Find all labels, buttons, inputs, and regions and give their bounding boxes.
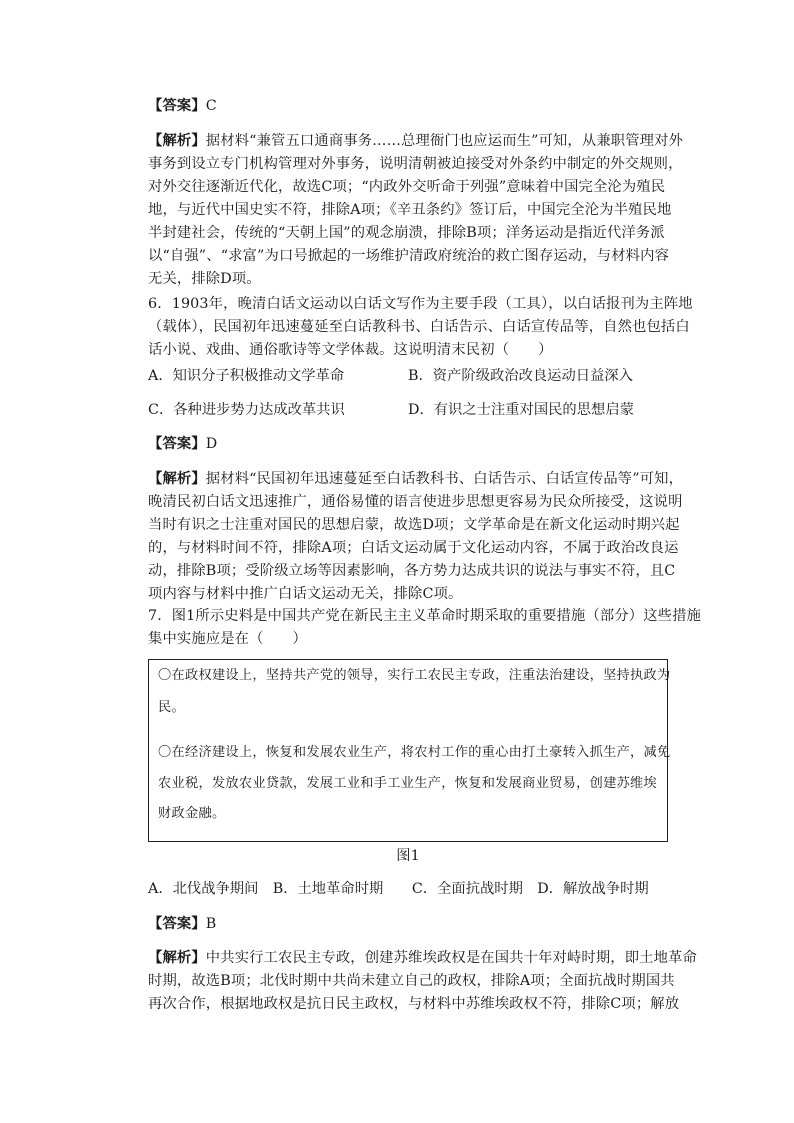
- q6-analysis-line: 动，排除B项；受阶级立场等因素影响，各方势力达成共识的说法与事实不符，且C: [148, 563, 676, 579]
- q6-analysis-line: 【解析】据材料“民国初年迅速蔓延至白话教科书、白话告示、白话宣传品等”可知，: [148, 471, 684, 487]
- q6-option-d: D．有识之士注重对国民的思想启蒙: [408, 402, 634, 418]
- q6-option-b: B．资产阶级政治改良运动日益深入: [408, 368, 633, 384]
- answer-value: D: [205, 436, 218, 452]
- answer-value: C: [205, 98, 217, 114]
- box-line: 财政金融。: [158, 806, 226, 821]
- q5-analysis-line: 对外交往逐渐近代化，故选C项；“内政外交听命于列强”意味着中国完全沦为殖民: [148, 179, 666, 195]
- box-line: 农业税，发放农业贷款，发展工业和手工业生产，恢复和发展商业贸易，创建苏维埃: [158, 776, 658, 791]
- answer-tag: 【答案】: [148, 916, 206, 932]
- figure-1-box: [148, 659, 671, 842]
- q7-analysis-line: 【解析】中共实行工农民主专政，创建苏维埃政权是在国共十年对峙时期，即土地革命: [148, 950, 697, 966]
- q7-options: A．北伐战争期间 B．土地革命时期 C．全面抗战时期 D．解放战争时期: [148, 881, 649, 897]
- q7-stem-line: 7．图1所示史料是中国共产党在新民主主义革命时期采取的重要措施（部分）这些措施: [148, 608, 702, 624]
- q6-option-a: A．知识分子积极推动文学革命: [148, 368, 345, 384]
- q5-analysis-line: 事务到设立专门机构管理对外事务，说明清朝被迫接受对外条约中制定的外交规则，: [148, 156, 683, 172]
- q6-answer: [148, 434, 217, 454]
- analysis-tag: 【解析】: [148, 950, 206, 966]
- answer-value: B: [205, 916, 217, 932]
- box-line: 〇在经济建设上，恢复和发展农业生产，将农村工作的重心由打土豪转入抓生产，减免: [158, 745, 671, 760]
- q6-analysis-line: 的，与材料时间不符，排除A项；白话文运动属于文化运动内容，不属于政治改良运: [148, 540, 679, 556]
- q6-stem-line: （载体），民国初年迅速蔓延至白话教科书、白话告示、白话宣传品等，自然也包括白: [148, 319, 690, 335]
- q7-analysis-line: 再次合作，根据地政权是抗日民主政权，与材料中苏维埃政权不符，排除C项；解放: [148, 996, 680, 1012]
- q7-analysis-line: 时期，故选B项；北伐时期中共尚未建立自己的政权，排除A项；全面抗战时期国共: [148, 973, 675, 989]
- q6-option-c: C．各种进步势力达成改革共识: [148, 402, 345, 418]
- answer-tag: 【答案】: [148, 436, 206, 452]
- analysis-tag: 【解析】: [148, 471, 206, 487]
- q6-analysis-line: 项内容与材料中推广白话文运动无关，排除C项。: [148, 586, 463, 602]
- q5-analysis-line: 【解析】据材料“兼管五口通商事务……总理衙门也应运而生”可知，从兼职管理对外: [148, 133, 684, 149]
- analysis-tag: 【解析】: [148, 133, 206, 149]
- q6-analysis-line: 晚清民初白话文迅速推广，通俗易懂的语言使进步思想更容易为民众所接受，这说明: [148, 494, 683, 510]
- answer-tag: 【答案】: [148, 98, 206, 114]
- box-line: 〇在政权建设上，坚持共产党的领导，实行工农民主专政，注重法治建设，坚持执政为: [158, 668, 671, 683]
- q6-stem-line: 6．1903年，晚清白话文运动以白话文写作为主要手段（工具），以白话报刊为主阵地: [148, 296, 693, 312]
- q7-answer: [148, 914, 216, 934]
- box-line: 民。: [158, 700, 185, 715]
- q5-analysis-line: 地，与近代中国史实不符，排除A项；《辛丑条约》签订后，中国完全沦为半殖民地: [148, 202, 672, 218]
- q6-stem-line: 话小说、戏曲、通俗歌诗等文学体裁。这说明清末民初（ ）: [148, 342, 553, 358]
- q6-analysis-line: 当时有识之士注重对国民的思想启蒙，故选D项；文学革命是在新文化运动时期兴起: [148, 517, 680, 533]
- q5-analysis-line: 无关，排除D项。: [148, 271, 261, 287]
- q5-analysis-line: 以“自强”、“求富”为口号掀起的一场维护清政府统治的救亡图存运动，与材料内容: [148, 248, 670, 264]
- q7-stem-line: 集中实施应是在（ ）: [148, 631, 307, 647]
- figure-caption: 图1: [396, 848, 420, 864]
- q5-answer: [148, 96, 217, 116]
- q5-analysis-line: 半封建社会，传统的“天朝上国”的观念崩溃，排除B项；洋务运动是指近代洋务派: [148, 225, 665, 241]
